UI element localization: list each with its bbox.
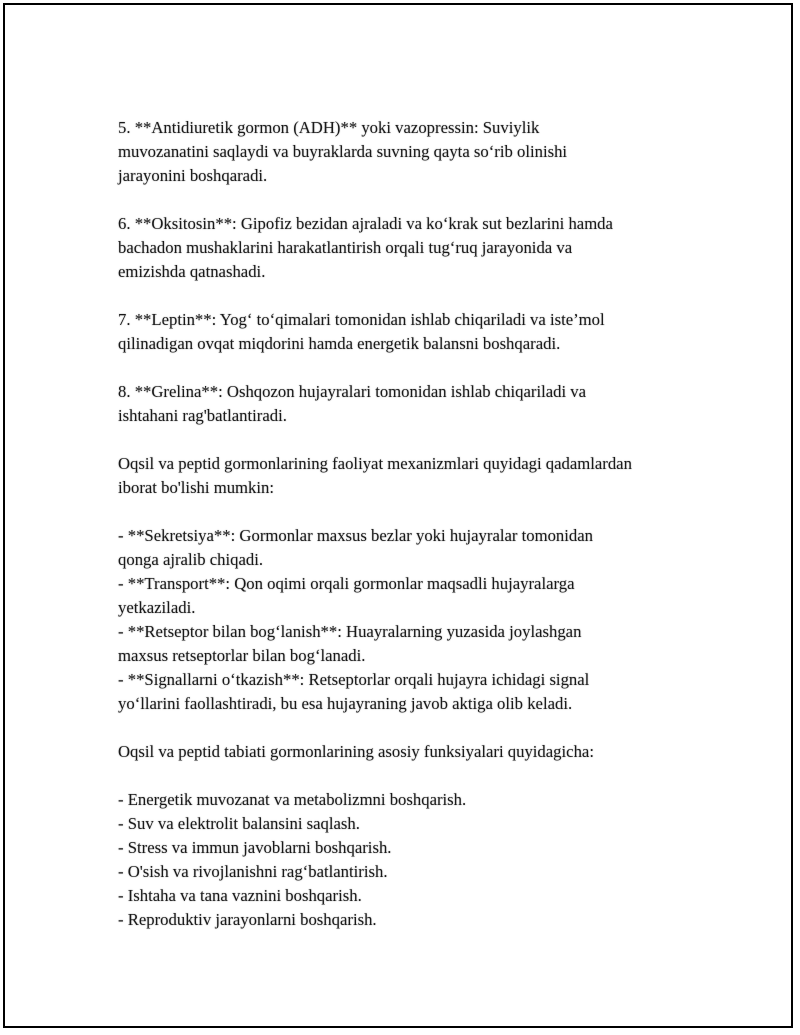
list-mechanisms <box>118 524 688 716</box>
document-body <box>118 116 688 956</box>
text-line: 5. **Antidiuretik gormon (ADH)** yoki vazopressin: Suviylik <box>118 118 540 137</box>
paragraph-adh <box>118 116 688 188</box>
list-item: - **Sekretsiya**: Gormonlar maxsus bezlar yoki hujayralar tomonidan <box>118 526 594 545</box>
list-item: - **Retseptor bilan bog‘lanish**: Huayralarning yuzasida joylashgan <box>118 622 582 641</box>
list-item: - Reproduktiv jarayonlarni boshqarish. <box>118 910 377 929</box>
text-line: Oqsil va peptid gormonlarining faoliyat mexanizmlari quyidagi qadamlardan <box>118 454 632 473</box>
paragraph-mechanisms-intro <box>118 452 688 500</box>
list-item: - Suv va elektrolit balansini saqlash. <box>118 814 360 833</box>
list-item: yo‘llarini faollashtiradi, bu esa hujayraning javob aktiga olib keladi. <box>118 694 573 713</box>
text-line: 6. **Oksitosin**: Gipofiz bezidan ajraladi va ko‘krak sut bezlarini hamda <box>118 214 613 233</box>
text-line: qilinadigan ovqat miqdorini hamda energetik balansni boshqaradi. <box>118 334 561 353</box>
text-line: iborat bo'lishi mumkin: <box>118 478 274 497</box>
paragraph-oksitosin <box>118 212 688 284</box>
text-line: emizishda qatnashadi. <box>118 262 266 281</box>
paragraph-grelina <box>118 380 688 428</box>
text-line: jarayonini boshqaradi. <box>118 166 268 185</box>
text-line: bachadon mushaklarini harakatlantirish orqali tug‘ruq jarayonida va <box>118 238 573 257</box>
list-item: - Ishtaha va tana vaznini boshqarish. <box>118 886 362 905</box>
paragraph-functions-intro <box>118 740 688 764</box>
list-functions <box>118 788 688 932</box>
list-item: maxsus retseptorlar bilan bog‘lanadi. <box>118 646 366 665</box>
list-item: - **Transport**: Qon oqimi orqali gormonlar maqsadli hujayralarga <box>118 574 575 593</box>
text-line: 8. **Grelina**: Oshqozon hujayralari tomonidan ishlab chiqariladi va <box>118 382 587 401</box>
list-item: - Energetik muvozanat va metabolizmni boshqarish. <box>118 790 467 809</box>
list-item: - **Signallarni o‘tkazish**: Retseptorlar orqali hujayra ichidagi signal <box>118 670 590 689</box>
paragraph-leptin <box>118 308 688 356</box>
list-item: yetkaziladi. <box>118 598 196 617</box>
list-item: - O'sish va rivojlanishni rag‘batlantirish. <box>118 862 388 881</box>
text-line: ishtahani rag'batlantiradi. <box>118 406 287 425</box>
text-line: Oqsil va peptid tabiati gormonlarining asosiy funksiyalari quyidagicha: <box>118 742 594 761</box>
text-line: muvozanatini saqlaydi va buyraklarda suvning qayta so‘rib olinishi <box>118 142 568 161</box>
list-item: - Stress va immun javoblarni boshqarish. <box>118 838 392 857</box>
text-line: 7. **Leptin**: Yog‘ to‘qimalari tomonidan ishlab chiqariladi va iste’mol <box>118 310 605 329</box>
list-item: qonga ajralib chiqadi. <box>118 550 264 569</box>
